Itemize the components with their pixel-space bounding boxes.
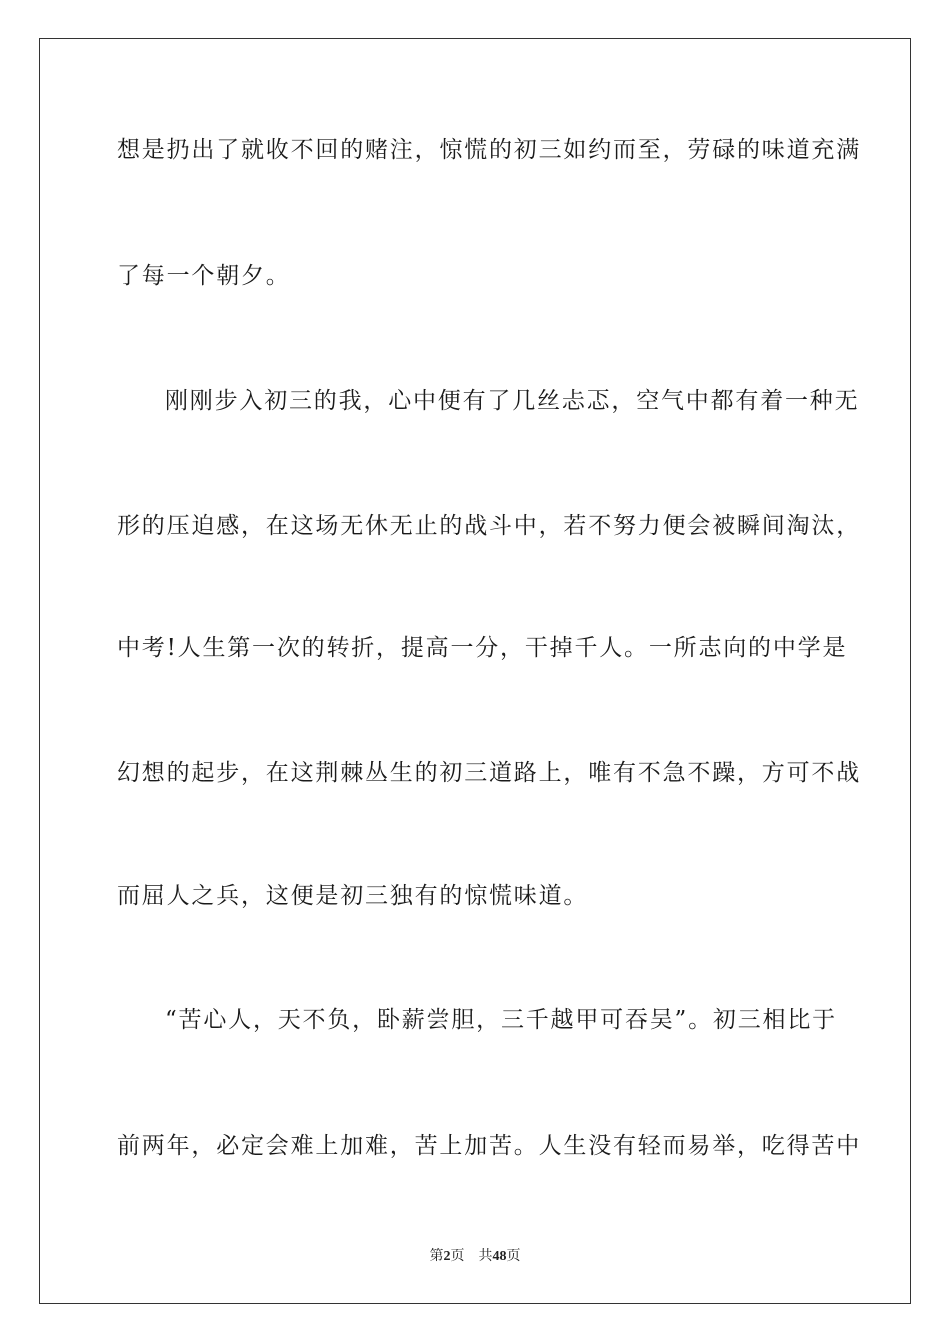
page-frame (39, 38, 911, 1304)
page-number: 2 (443, 1249, 451, 1264)
text-line-3: 刚刚步入初三的我，心中便有了几丝忐忑，空气中都有着一种无 (165, 388, 860, 414)
total-pages: 48 (492, 1249, 507, 1264)
page-prefix: 第 (429, 1248, 444, 1264)
page-footer (0, 1246, 950, 1267)
text-line-1: 想是扔出了就收不回的赌注，惊慌的初三如约而至，劳碌的味道充满 (117, 137, 861, 163)
page-suffix: 页 (450, 1248, 465, 1264)
text-line-5: 中考!人生第一次的转折，提高一分，干掉千人。一所志向的中学是 (117, 635, 848, 661)
total-prefix: 共 (478, 1248, 493, 1264)
total-suffix: 页 (506, 1248, 521, 1264)
text-line-7: 而屈人之兵，这便是初三独有的惊慌味道。 (117, 883, 589, 909)
text-line-8: “苦心人，天不负，卧薪尝胆，三千越甲可吞吴”。初三相比于 (165, 1007, 837, 1033)
text-line-4: 形的压迫感，在这场无休无止的战斗中，若不努力便会被瞬间淘汰， (117, 513, 861, 539)
text-line-9: 前两年，必定会难上加难，苦上加苦。人生没有轻而易举，吃得苦中 (117, 1133, 861, 1159)
text-line-2: 了每一个朝夕。 (117, 263, 291, 289)
text-line-6: 幻想的起步，在这荆棘丛生的初三道路上，唯有不急不躁，方可不战 (117, 760, 861, 786)
